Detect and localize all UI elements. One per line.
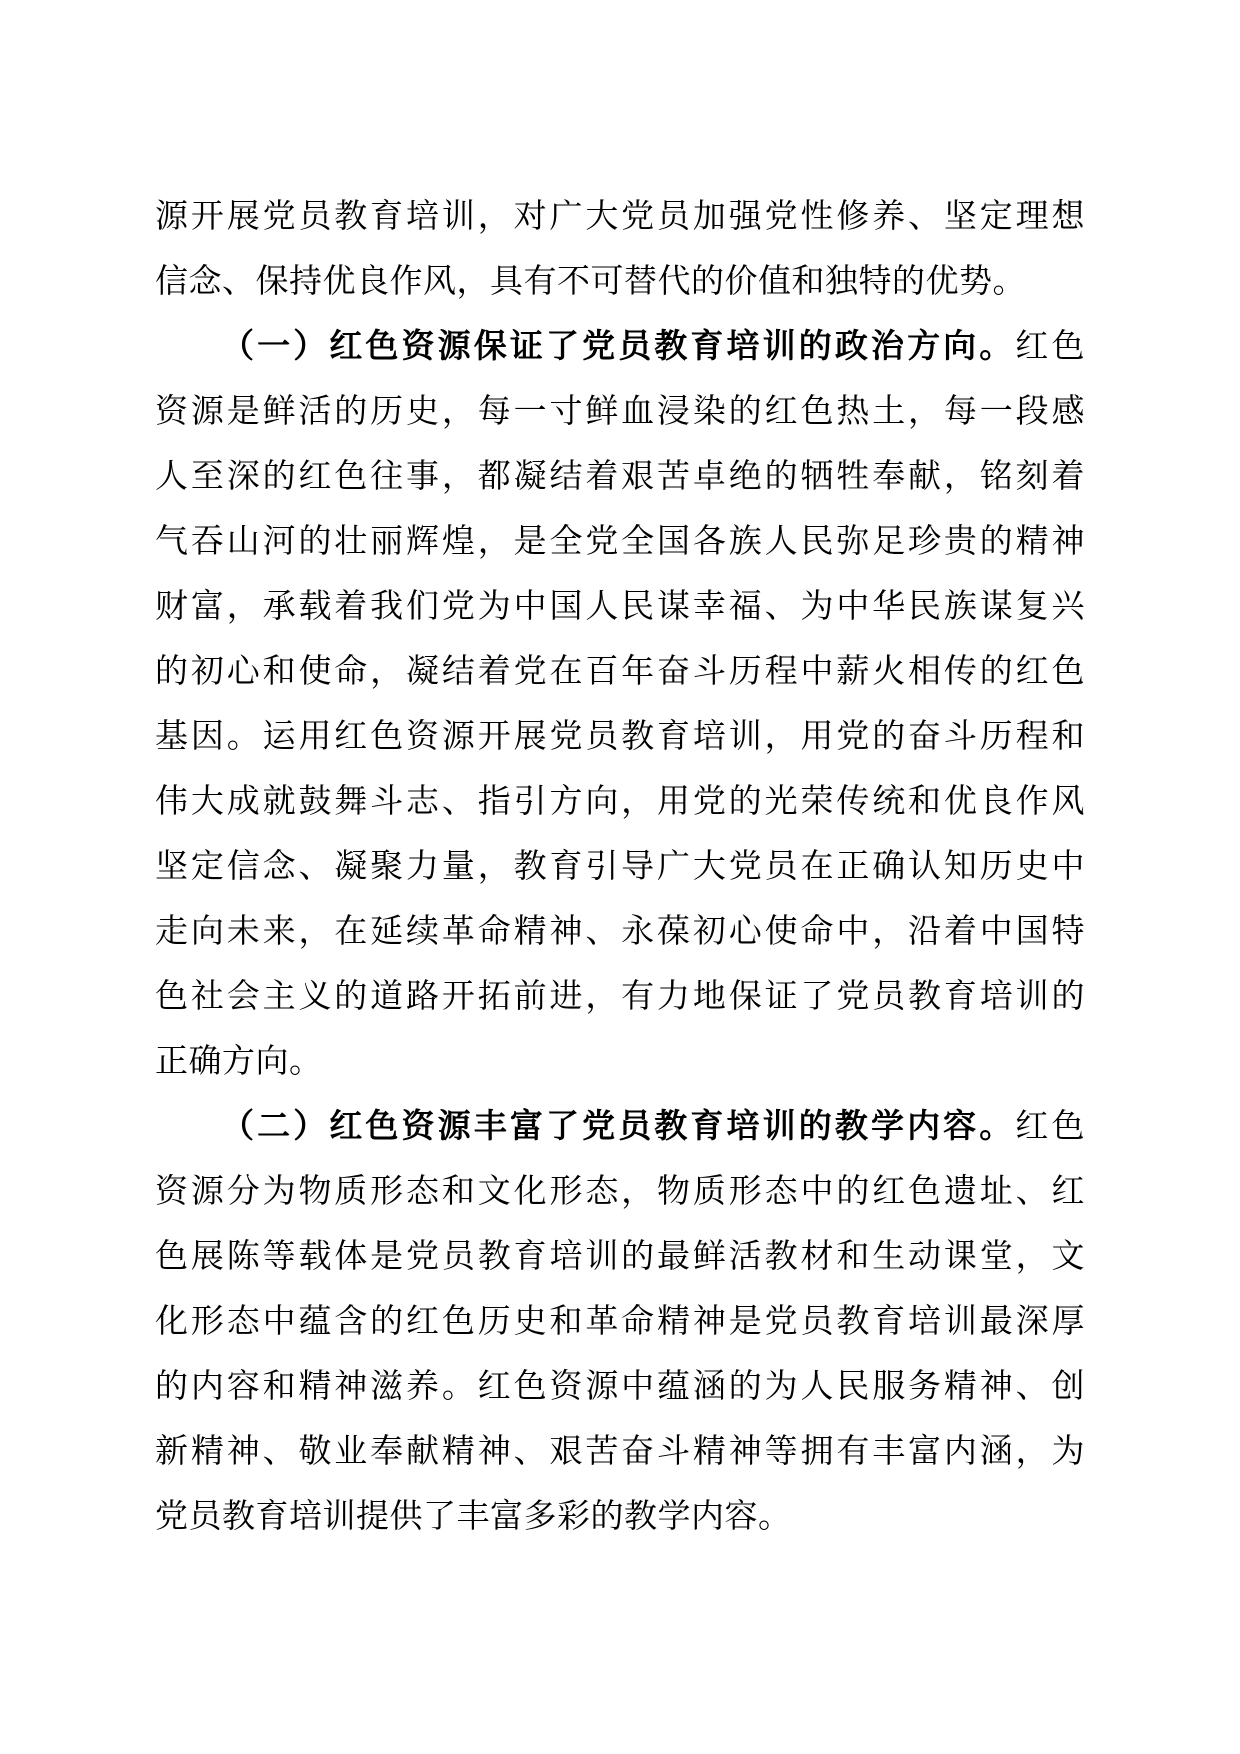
section-one-line-5: 财富，承载着我们党为中国人民谋幸福、为中华民族谋复兴 [155,586,1085,625]
section-one-heading: （一）红色资源保证了党员教育培训的政治方向。 [221,326,1016,365]
section-two-line-1-rest: 红色 [1015,1106,1086,1145]
intro-line-2: 信念、保持优良作风，具有不可替代的价值和独特的优势。 [155,261,1026,300]
section-two-line-3: 色展陈等载体是党员教育培训的最鲜活教材和生动课堂，文 [155,1236,1085,1275]
section-two-line-7: 党员教育培训提供了丰富多彩的教学内容。 [155,1496,792,1535]
section-one-line-9: 坚定信念、凝聚力量，教育引导广大党员在正确认知历史中 [155,846,1085,885]
section-one-line-1 [155,313,1085,378]
section-one-paragraph [155,313,1085,1093]
section-one-line-8: 伟大成就鼓舞斗志、指引方向，用党的光荣传统和优良作风 [155,781,1085,820]
intro-line-1: 源开展党员教育培训，对广大党员加强党性修养、坚定理想 [155,196,1085,235]
section-two-heading: （二）红色资源丰富了党员教育培训的教学内容。 [221,1106,1016,1145]
section-one-line-2: 资源是鲜活的历史，每一寸鲜血浸染的红色热土，每一段感 [155,391,1085,430]
intro-paragraph [155,183,1085,313]
section-two-line-1 [155,1093,1085,1158]
section-two-line-4: 化形态中蕴含的红色历史和革命精神是党员教育培训最深厚 [155,1301,1085,1340]
section-one-line-4: 气吞山河的壮丽辉煌，是全党全国各族人民弥足珍贵的精神 [155,521,1085,560]
section-two-line-6: 新精神、敬业奉献精神、艰苦奋斗精神等拥有丰富内涵，为 [155,1431,1085,1470]
section-one-line-7: 基因。运用红色资源开展党员教育培训，用党的奋斗历程和 [155,716,1085,755]
section-two-line-2: 资源分为物质形态和文化形态，物质形态中的红色遗址、红 [155,1171,1085,1210]
section-one-line-12: 正确方向。 [155,1041,323,1080]
section-one-line-11: 色社会主义的道路开拓前进，有力地保证了党员教育培训的 [155,976,1085,1015]
section-one-line-6: 的初心和使命，凝结着党在百年奋斗历程中薪火相传的红色 [155,651,1085,690]
section-two-line-5: 的内容和精神滋养。红色资源中蕴涵的为人民服务精神、创 [155,1366,1085,1405]
section-one-line-3: 人至深的红色往事，都凝结着艰苦卓绝的牺牲奉献，铭刻着 [155,456,1085,495]
section-two-paragraph [155,1093,1085,1548]
section-one-line-1-rest: 红色 [1015,326,1086,365]
section-one-line-10: 走向未来，在延续革命精神、永葆初心使命中，沿着中国特 [155,911,1085,950]
